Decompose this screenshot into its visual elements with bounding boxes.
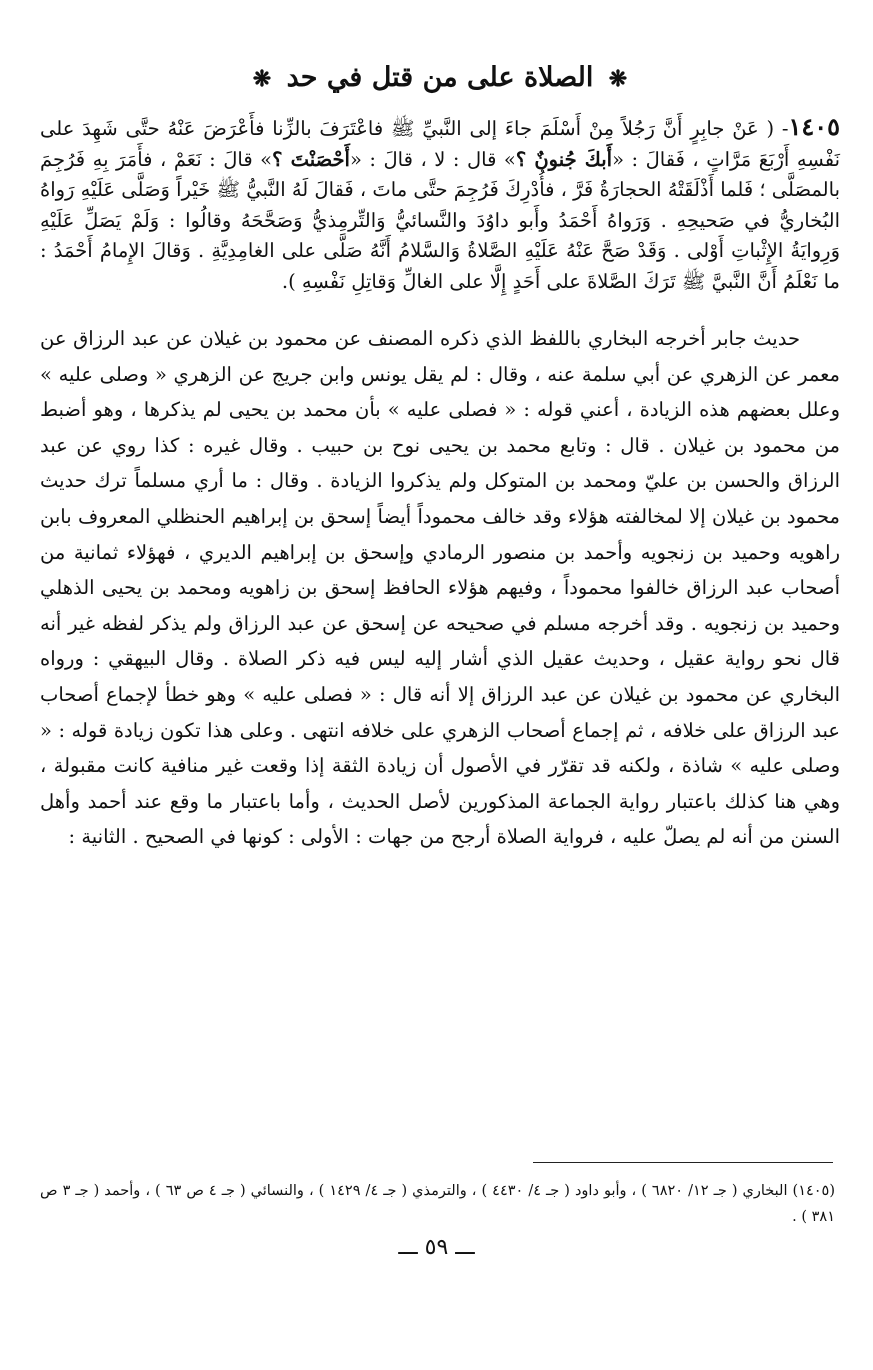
chapter-title: الصلاة على من قتل في حد	[286, 62, 594, 93]
page-body	[40, 58, 840, 855]
hadith-text-part: » قالَ : نَعَمْ ، فأَمَرَ بِهِ فَرُجِمَ بالمصَلَّى ؛ فَلما أَذْلَقَتْهُ الحجارَةُ فَرَّ ، فأُدْرِكَ فَرُجِمَ حتَّى ماتَ ، فَقالَ لَهُ النَّبيُّ ﷺ خَيْراً وَصَلَّى عَلَيْهِ رَواهُ البُخاريُّ في صَحيحِهِ . وَرَواهُ أَحْمَدُ وأَبو داوُدَ والنَّسائيُّ وَالتِّرمِذيُّ وَصَحَّحَهُ وقالُوا : وَلَمْ يَصَلِّ عَلَيْهِ وَرِوايَةُ الإِثْباتِ أَوْلى . وَقَدْ صَحَّ عَنْهُ عَلَيْهِ الصَّلاةُ وَالسَّلامُ أَنَّهُ صَلَّى على الغامِدِيَّةِ . وَقالَ الإِمامُ أَحْمَدُ : ما نَعْلَمُ أَنَّ النَّبيَّ ﷺ تَرَكَ الصَّلاةَ على أَحَدٍ إِلَّا على الغالِّ وَقاتِلِ نَفْسِهِ ).	[40, 147, 840, 293]
footnote-text: البخاري ( جـ ١٢/ ٦٨٢٠ ) ، وأبو داود ( جـ ٤/ ٤٤٣٠ ) ، والترمذي ( جـ ٤/ ١٤٢٩ ) ، والنسائي ( جـ ٤ ص ٦٣ ) ، وأحمد ( جـ ٣ ص ٣٨١ ) .	[40, 1183, 835, 1225]
hadith-number: ١٤٠٥	[788, 112, 840, 141]
footnote-separator	[533, 1162, 833, 1163]
footnote	[40, 1178, 835, 1230]
hadith-quote: أَحْصَنْتَ ؟	[272, 147, 350, 171]
hadith-quote: أَبكَ جُنونٌ ؟	[515, 147, 613, 171]
chapter-heading	[40, 58, 840, 102]
commentary-paragraph: حديث جابر أخرجه البخاري باللفظ الذي ذكره المصنف عن محمود بن غيلان عن عبد الرزاق عن معمر عن الزهري عن أبي سلمة عنه ، وقال : لم يقل يونس وابن جريج عن الزهري « وصلى عليه » وعلل بعضهم هذه الزيادة ، أعني قوله : « فصلى عليه » بأن محمد بن يحيى لم يذكرها ، وهو أضبط من محمود بن غيلان . قال : وتابع محمد بن يحيى نوح بن حبيب . وقال غيره : كذا روي عن عبد الرزاق والحسن بن عليّ ومحمد بن المتوكل ولم يذكروا الزيادة . وقال : ما أري مسلماً ترك حديث محمود بن غيلان إلا لمخالفته هؤلاء وقد خالف محموداً أيضاً إسحق بن إبراهيم الحنظلي المعروف بابن راهويه وحميد بن زنجويه وأحمد بن منصور الرمادي وإسحق بن إبراهيم الديري ، فهؤلاء ثمانية من أصحاب عبد الرزاق خالفوا محموداً ، وفيهم هؤلاء الحافظ إسحق بن زاهويه ومحمد بن يحيى الذهلي وحميد بن زنجويه . وقد أخرجه مسلم في صحيحه عن إسحق عن عبد الرزاق ولم يذكر لفظه غير أنه قال نحو رواية عقيل ، وحديث عقيل الذي أشار إليه ليس فيه ذكر الصلاة . وقال البيهقي : ورواه البخاري عن محمود بن غيلان عن عبد الرزاق إلا أنه قال : « فصلى عليه » وهو خطأ لإجماع أصحاب عبد الرزاق على خلافه ، ثم إجماع أصحاب الزهري على خلافه انتهى . وعلى هذا تكون زيادة قوله : « وصلى عليه » شاذة ، ولكنه قد تقرّر في الأصول أن زيادة الثقة إذا وقعت غير منافية كانت مقبولة ، وهي هنا كذلك باعتبار رواية الجماعة المذكورين لأصل الحديث ، وأما باعتبار ما وقع عند أحمد وأهل السنن من أنه لم يصلّ عليه ، فرواية الصلاة أرجح من جهات : الأولى : كونها في الصحيح . الثانية :	[40, 327, 840, 849]
footnote-number: (١٤٠٥)	[792, 1183, 836, 1199]
hadith-text-part: - ( عَنْ جابِرٍ أَنَّ رَجُلاً مِنْ أَسْلَمَ جاءَ إلى النَّبيِّ ﷺ فاعْتَرَفَ بالزِّنا فأَعْرَضَ عَنْهُ حتَّى شَهِدَ على نَفْسِهِ أَرْبَعَ مَرَّاتٍ ، فَقالَ : «	[40, 117, 841, 171]
page-number: ـــ ٥٩ ـــ	[398, 1235, 475, 1260]
hadith-text-part: » قال : لا ، قالَ : «	[349, 147, 516, 171]
star-ornament-icon: ❋	[608, 66, 628, 92]
hadith-text	[40, 112, 840, 297]
star-ornament-icon: ❋	[252, 66, 272, 92]
